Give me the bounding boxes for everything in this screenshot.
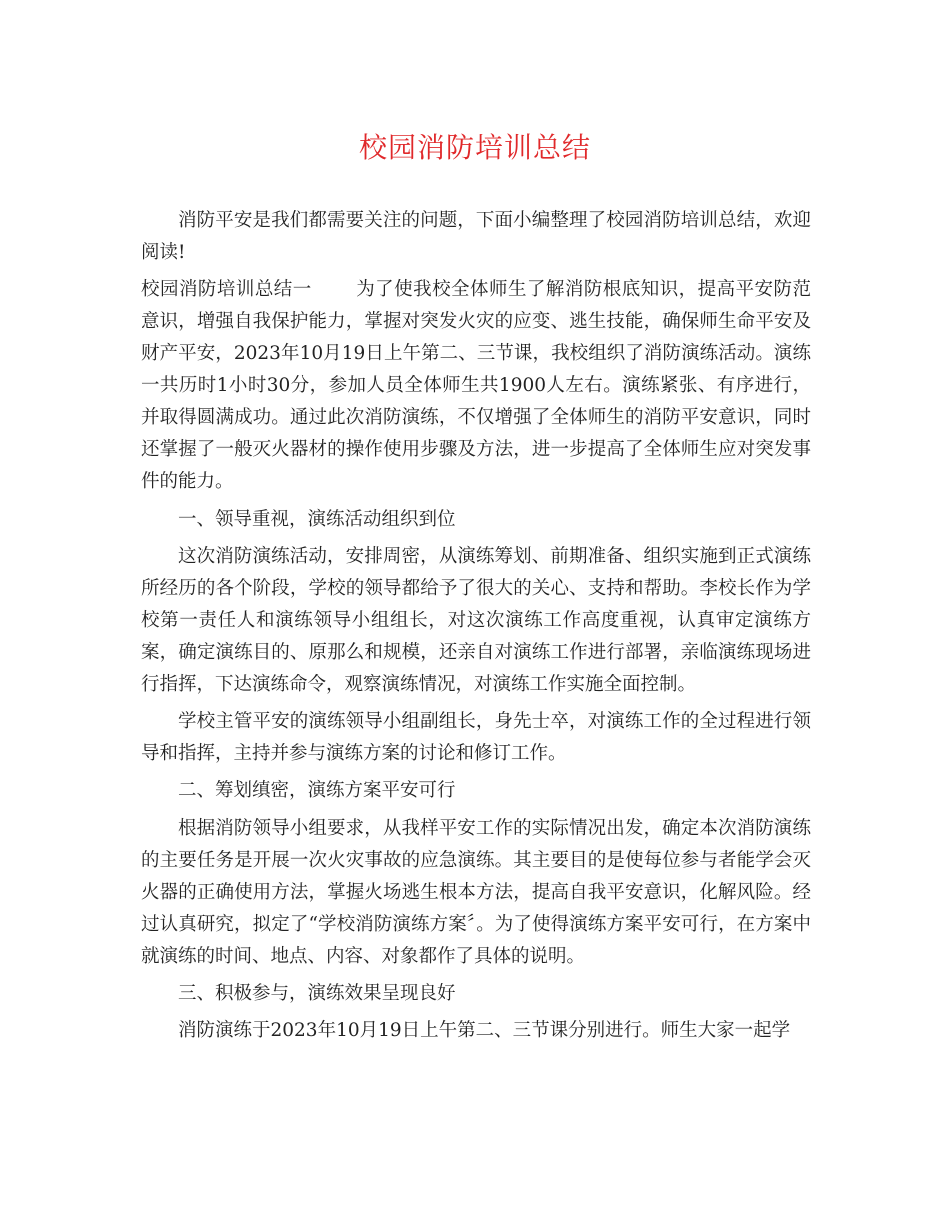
section-heading-2: 二、筹划缜密，演练方案平安可行 bbox=[178, 780, 456, 802]
paragraph-4: 消防演练于2023年10月19日上午第二、三节课分别进行。师生大家一起学 bbox=[178, 1020, 791, 1042]
section-label: 校园消防培训总结一 bbox=[141, 279, 312, 301]
intro-paragraph: 消防平安是我们都需要关注的问题，下面小编整理了校园消防培训总结，欢迎阅读! bbox=[141, 210, 811, 263]
section-heading-1: 一、领导重视，演练活动组织到位 bbox=[178, 508, 456, 530]
document-body bbox=[141, 205, 811, 1053]
section-first-text: 为了使我校全体师生了解消防根底知识，提高平安防范意识，增强自我保护能力，掌握对突发火灾的应变、逃生技能，确保师生命平安及财产平安，2023年10月19日上午第二、三节课，我校组织了消防演练活动。演练一共历时1小时30分，参加人员全体师生共1900人左右。演练紧张、有序进行，并取得圆满成功。通过此次消防演练，不仅增强了全体师生的消防平安意识，同时还掌握了一般灭火器材的操作使用步骤及方法，进一步提高了全体师生应对突发事件的能力。 bbox=[141, 279, 811, 493]
section-first-paragraph bbox=[141, 274, 811, 498]
paragraph-1: 这次消防演练活动，安排周密，从演练筹划、前期准备、组织实施到正式演练所经历的各个阶段，学校的领导都给予了很大的关心、支持和帮助。李校长作为学校第一责任人和演练领导小组组长，对这次演练工作高度重视，认真审定演练方案，确定演练目的、原那么和规模，还亲自对演练工作进行部署，亲临演练现场进行指挥，下达演练命令，观察演练情况，对演练工作实施全面控制。 bbox=[141, 545, 811, 695]
section-heading-3: 三、积极参与，演练效果呈现良好 bbox=[178, 983, 456, 1005]
paragraph-3: 根据消防领导小组要求，从我样平安工作的实际情况出发，确定本次消防演练的主要任务是开展一次火灾事故的应急演练。其主要目的是使每位参与者能学会灭火器的正确使用方法，掌握火场逃生根本方法，提高自我平安意识，化解风险。经过认真研究，拟定了“学校消防演练方案〞。为了使得演练方案平安可行，在方案中就演练的时间、地点、内容、对象都作了具体的说明。 bbox=[141, 817, 811, 967]
paragraph-2: 学校主管平安的演练领导小组副组长，身先士卒，对演练工作的全过程进行领导和指挥，主持并参与演练方案的讨论和修订工作。 bbox=[141, 711, 811, 765]
document-title: 校园消防培训总结 bbox=[358, 131, 591, 164]
